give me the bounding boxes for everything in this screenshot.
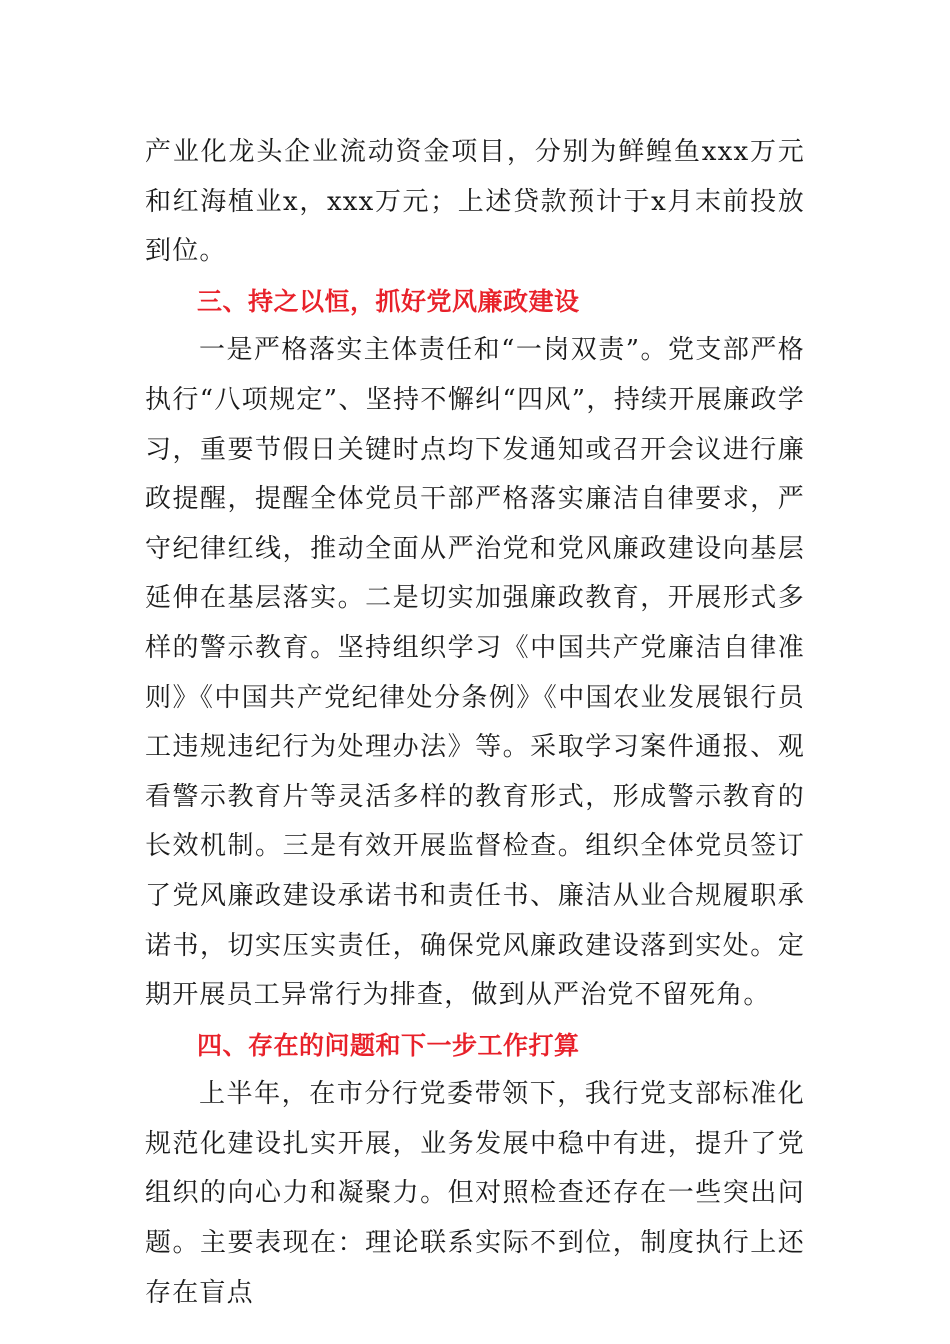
heading-section-three: 三、持之以恒，抓好党风廉政建设 [197,286,580,316]
document-body [145,128,805,1318]
paragraph-problems-next-steps: 上半年，在市分行党委带领下，我行党支部标准化规范化建设扎实开展，业务发展中稳中有进，提升了党组织的向心力和凝聚力。但对照检查还存在一些突出问题。主要表现在：理论联系实际不到位，制度执行上还存在盲点 [145,1079,805,1308]
paragraph-integrity-building: 一是严格落实主体责任和“一岗双责”。党支部严格执行“八项规定”、坚持不懈纠“四风”，持续开展廉政学习，重要节假日关键时点均下发通知或召开会议进行廉政提醒，提醒全体党员干部严格落实廉洁自律要求，严守纪律红线，推动全面从严治党和党风廉政建设向基层延伸在基层落实。二是切实加强廉政教育，开展形式多样的警示教育。坚持组织学习《中国共产党廉洁自律准则》《中国共产党纪律处分条例》《中国农业发展银行员工违规违纪行为处理办法》等。采取学习案件通报、观看警示教育片等灵活多样的教育形式，形成警示教育的长效机制。三是有效开展监督检查。组织全体党员签订了党风廉政建设承诺书和责任书、廉洁从业合规履职承诺书，切实压实责任，确保党风廉政建设落到实处。定期开展员工异常行为排查，做到从严治党不留死角。 [145,335,805,1011]
paragraph-loan-projects: 产业化龙头企业流动资金项目，分别为鲜鳇鱼xxx万元和红海植业x，xxx万元；上述贷款预计于x月末前投放到位。 [145,137,805,267]
heading-section-four: 四、存在的问题和下一步工作打算 [197,1030,580,1060]
